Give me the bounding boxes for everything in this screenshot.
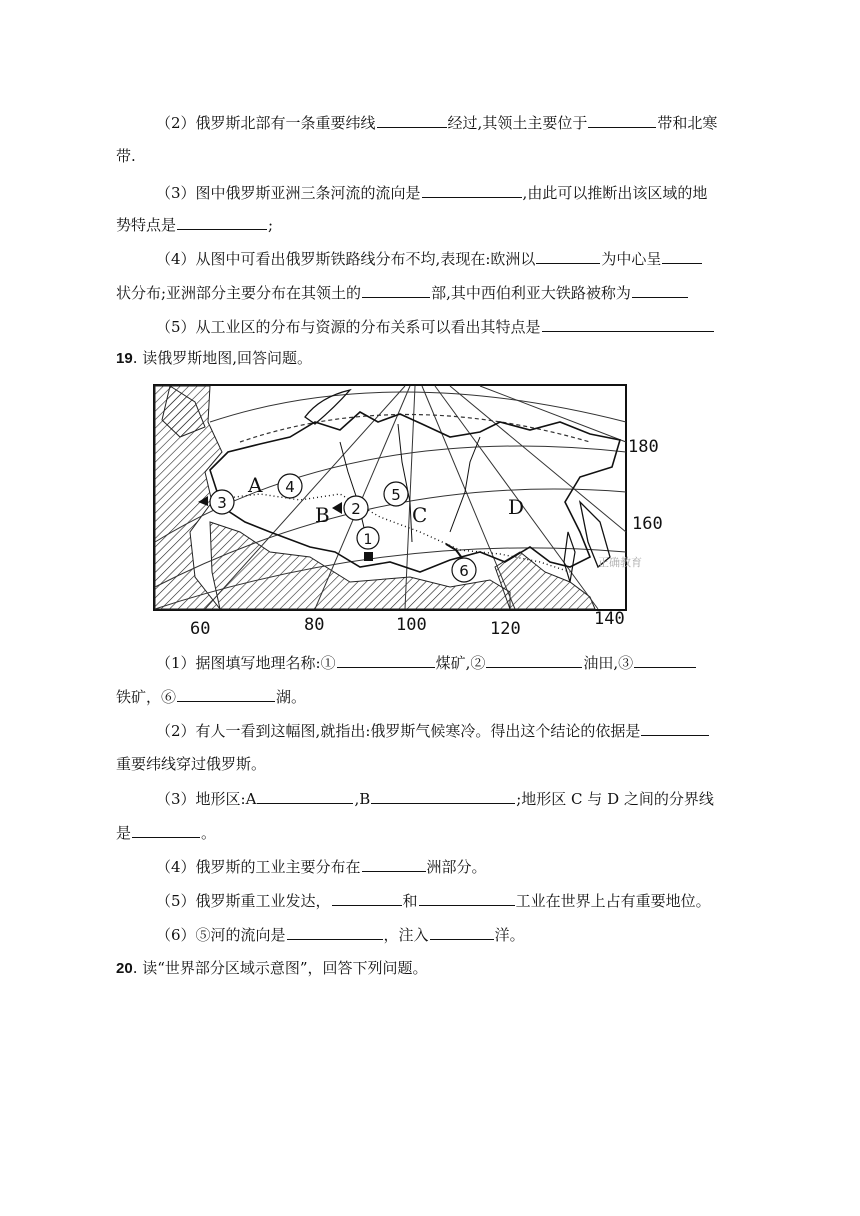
q19-heading <box>116 348 732 369</box>
lon-label-60: 60 <box>190 619 211 638</box>
lon-label-140: 140 <box>594 609 625 629</box>
blank[interactable] <box>588 112 656 128</box>
svg-text:2: 2 <box>351 500 361 518</box>
q19-sub5: （5）俄罗斯重工业发达， 和 工业在世界上占有重要地位。 <box>156 892 711 910</box>
watermark: 正确教育 <box>598 556 642 569</box>
prev-q3-line2: 势特点是 ; <box>116 216 274 234</box>
marker-3 <box>210 490 234 514</box>
blank[interactable] <box>632 282 688 298</box>
question-title: . 读俄罗斯地图,回答问题。 <box>132 349 312 367</box>
lon-label-160: 160 <box>632 514 663 534</box>
blank[interactable] <box>362 856 426 872</box>
q19-sub1-line1: （1）据图填写地理名称:① 煤矿,② 油田,③ <box>156 652 732 673</box>
q19-sub3-line1: （3）地形区:A ,B ;地形区 C 与 D 之间的分界线 <box>156 790 714 808</box>
blank[interactable] <box>337 652 435 668</box>
prev-q5-line1: （5）从工业区的分布与资源的分布关系可以看出其特点是 <box>156 316 732 337</box>
blank[interactable] <box>287 924 383 940</box>
prev-q3-line1: （3）图中俄罗斯亚洲三条河流的流向是 ,由此可以推断出该区域的地 <box>156 184 708 202</box>
marker-2 <box>344 496 368 520</box>
q20-heading <box>116 958 732 979</box>
marker-1 <box>357 527 379 549</box>
lon-label-100: 100 <box>396 615 427 635</box>
q19-sub6: （6）⑤河的流向是 ，注入 洋。 <box>156 926 525 944</box>
russia-map <box>150 382 680 638</box>
lon-label-120: 120 <box>490 619 521 638</box>
q19-sub2-line1: （2）有人一看到这幅图,就指出:俄罗斯气候寒冷。得出这个结论的依据是 <box>156 720 732 741</box>
region-label-b: B <box>315 503 330 527</box>
prev-q2-line2: 带. <box>116 147 136 165</box>
question-number: 19 <box>116 350 133 367</box>
blank[interactable] <box>332 890 402 906</box>
prev-q4-line1: （4）从图中可看出俄罗斯铁路线分布不均,表现在:欧洲以 为中心呈 <box>156 248 732 269</box>
region-label-a: A <box>248 473 263 497</box>
q19-sub1-line2: 铁矿，⑥ 湖。 <box>116 688 307 706</box>
blank[interactable] <box>132 822 200 838</box>
blank[interactable] <box>486 652 582 668</box>
blank[interactable] <box>662 248 702 264</box>
blank[interactable] <box>362 282 430 298</box>
blank[interactable] <box>377 112 447 128</box>
blank[interactable] <box>422 182 522 198</box>
blank[interactable] <box>536 248 600 264</box>
svg-text:6: 6 <box>459 562 469 580</box>
blank[interactable] <box>641 720 709 736</box>
svg-text:1: 1 <box>363 532 373 548</box>
lon-label-180: 180 <box>628 437 659 457</box>
svg-text:5: 5 <box>391 486 401 504</box>
svg-text:3: 3 <box>217 494 227 512</box>
blank[interactable] <box>419 890 515 906</box>
q19-sub3-line2: 是 。 <box>116 824 217 842</box>
q19-sub2-line2: 重要纬线穿过俄罗斯。 <box>116 755 267 773</box>
coal-symbol <box>364 552 373 561</box>
blank[interactable] <box>542 316 714 332</box>
region-label-c: C <box>412 503 428 527</box>
blank[interactable] <box>177 214 267 230</box>
region-label-d: D <box>508 495 525 519</box>
blank[interactable] <box>430 924 494 940</box>
blank[interactable] <box>371 788 515 804</box>
marker-6 <box>452 558 476 582</box>
blank[interactable] <box>634 652 696 668</box>
prev-q2-line1: （2）俄罗斯北部有一条重要纬线 经过,其领土主要位于 带和北寒 <box>156 114 718 132</box>
question-title: . 读“世界部分区域示意图”，回答下列问题。 <box>132 959 428 977</box>
q19-sub4: （4）俄罗斯的工业主要分布在 洲部分。 <box>156 858 487 876</box>
blank[interactable] <box>177 686 275 702</box>
blank[interactable] <box>257 788 353 804</box>
marker-4 <box>278 474 302 498</box>
question-number: 20 <box>116 960 133 977</box>
marker-5 <box>384 482 408 506</box>
prev-q4-line2: 状分布;亚洲部分主要分布在其领土的 部,其中西伯利亚大铁路被称为 <box>116 282 732 303</box>
lon-label-80: 80 <box>304 615 325 635</box>
svg-text:4: 4 <box>285 478 295 496</box>
